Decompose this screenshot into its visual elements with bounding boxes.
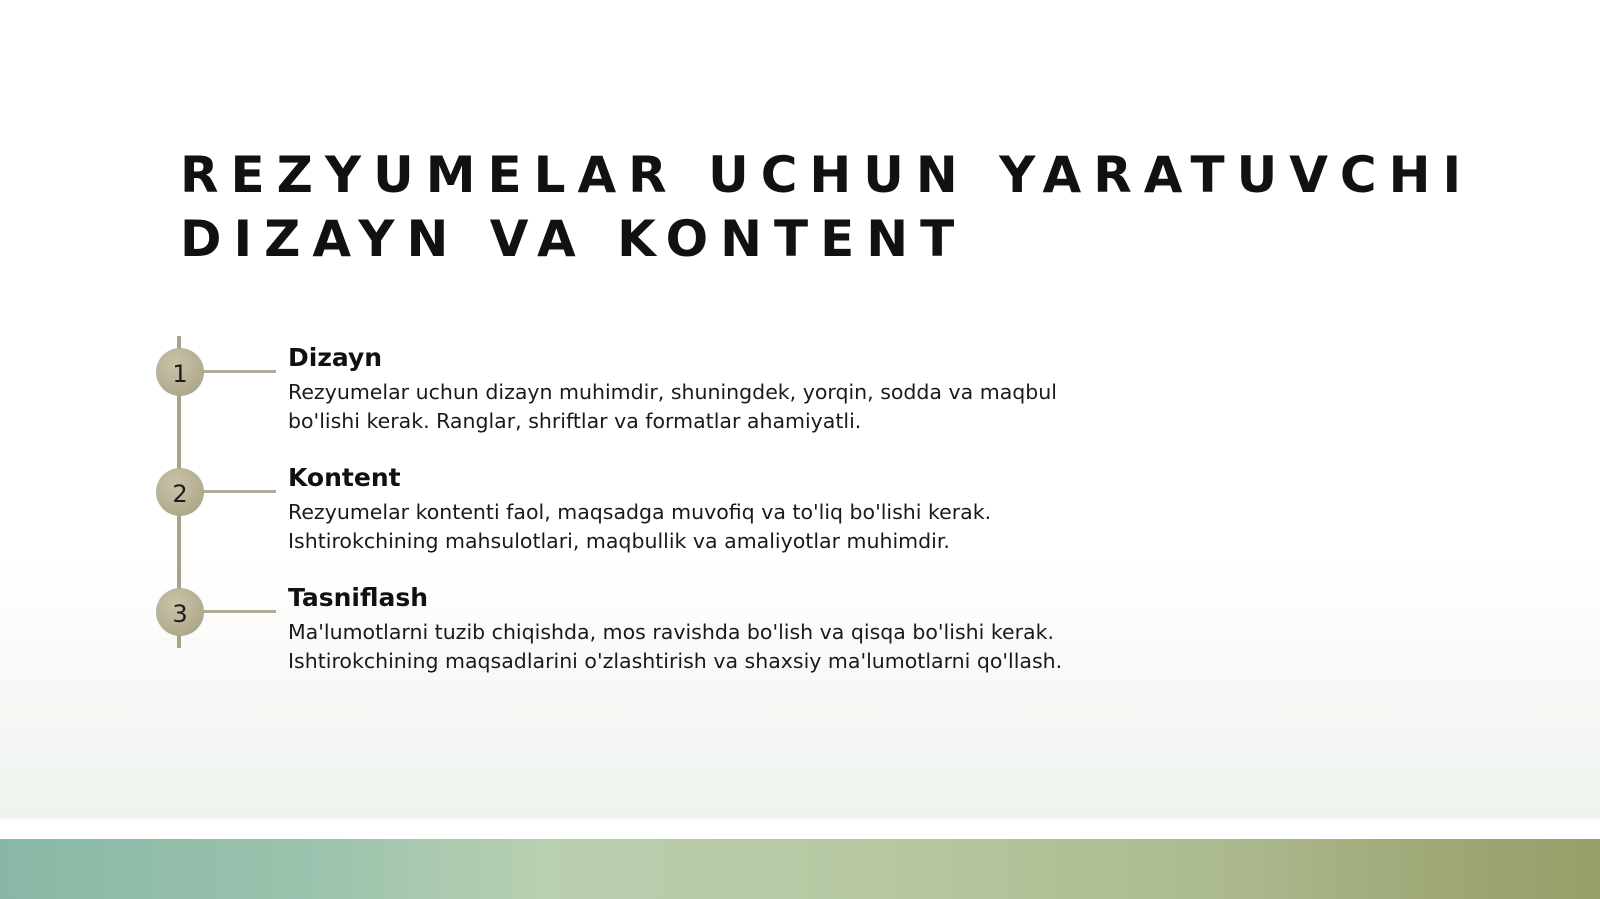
timeline-item-description-tasniflash: Ma'lumotlarni tuzib chiqishda, mos ravishda bo'lish va qisqa bo'lishi kerak. Ishtirokchining maqsadlarini o'zlashtirish va shaxsiy ma'lumotlarni qo'llash. [288,620,1063,673]
timeline-marker-number: 1 [172,360,188,388]
timeline-marker-number: 2 [172,480,188,508]
timeline-marker-2 [156,468,204,516]
slide-title-line-1: REZYUMELAR UCHUN YARATUVCHI [180,146,1474,204]
timeline-item-title-dizayn: Dizayn [288,343,383,372]
decorative-bottom-band [0,839,1600,899]
slide-title [180,143,1520,271]
timeline-marker-3 [156,588,204,636]
timeline-connector-2 [203,490,276,493]
timeline-marker-number: 3 [172,600,188,628]
slide-title-line-2: DIZAYN VA KONTENT [180,210,967,268]
timeline-item-title-kontent: Kontent [288,463,401,492]
timeline-item-description-dizayn: Rezyumelar uchun dizayn muhimdir, shuningdek, yorqin, sodda va maqbul bo'lishi kerak. Ranglar, shriftlar va formatlar ahamiyatli. [288,380,1057,433]
timeline-connector-1 [203,370,276,373]
timeline-item-title-tasniflash: Tasniflash [288,583,429,612]
timeline-connector-3 [203,610,276,613]
timeline-marker-1 [156,348,204,396]
timeline-item-description-kontent: Rezyumelar kontenti faol, maqsadga muvofiq va to'liq bo'lishi kerak. Ishtirokchining mahsulotlari, maqbullik va amaliyotlar muhimdir. [288,500,992,553]
